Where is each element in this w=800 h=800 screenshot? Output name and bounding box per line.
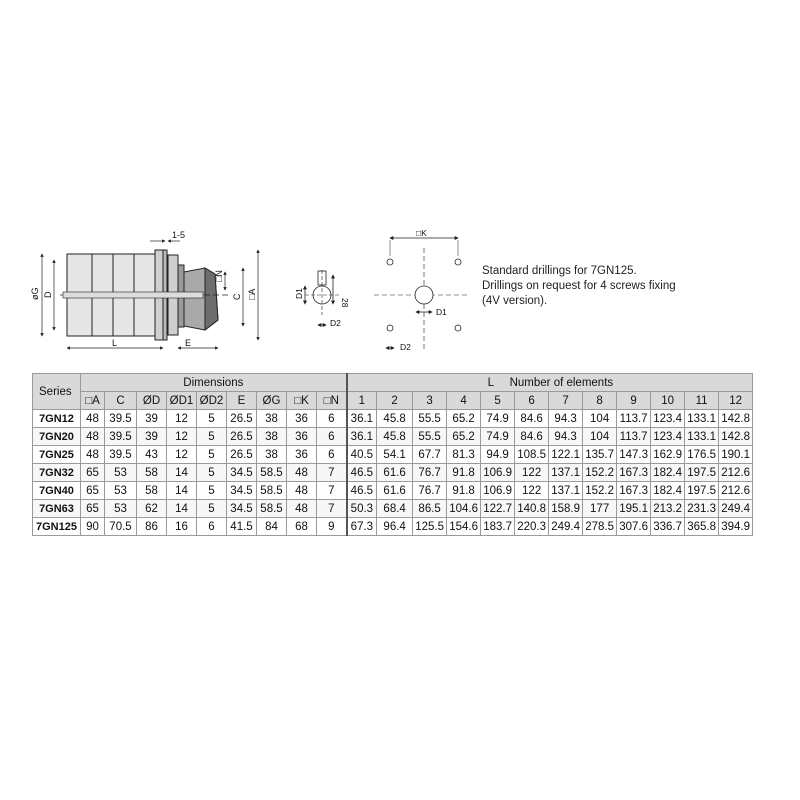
length-cell: 123.4	[651, 410, 685, 428]
dimension-cell: 5	[197, 428, 227, 446]
dimension-cell: 48	[81, 410, 105, 428]
length-cell: 133.1	[685, 410, 719, 428]
dimension-cell: 38	[257, 446, 287, 464]
length-cell: 36.1	[347, 428, 377, 446]
length-cell: 137.1	[549, 464, 583, 482]
length-cell: 182.4	[651, 464, 685, 482]
length-cell: 336.7	[651, 518, 685, 536]
length-cell: 122	[515, 482, 549, 500]
dimension-cell: 5	[197, 446, 227, 464]
table-row	[33, 500, 787, 518]
label-l: L	[112, 338, 118, 348]
length-cell: 106.9	[481, 482, 515, 500]
dimension-cell: 34.5	[227, 482, 257, 500]
dimension-cell: 16	[167, 518, 197, 536]
dimension-cell: 39.5	[105, 410, 137, 428]
dimension-cell: 48	[287, 500, 317, 518]
dimension-cell: 6	[317, 428, 347, 446]
length-cell: 213.2	[651, 500, 685, 518]
length-cell: 106.9	[481, 464, 515, 482]
length-cell: 122	[515, 464, 549, 482]
length-cell: 190.1	[719, 446, 753, 464]
table-row	[33, 518, 787, 536]
dimension-cell: 6	[197, 518, 227, 536]
length-cell: 158.9	[549, 500, 583, 518]
table-row	[33, 446, 787, 464]
dim-col-header: ØD1	[167, 392, 197, 410]
dimension-cell: 48	[287, 464, 317, 482]
length-cell: 94.9	[481, 446, 515, 464]
dim-col-header: ØD2	[197, 392, 227, 410]
dimension-cell: 26.5	[227, 446, 257, 464]
element-col-header: 11	[685, 392, 719, 410]
dimension-cell: 84	[257, 518, 287, 536]
length-cell: 137.1	[549, 482, 583, 500]
length-cell: 122.7	[481, 500, 515, 518]
dimension-cell: 34.5	[227, 500, 257, 518]
length-cell: 45.8	[377, 410, 413, 428]
length-cell: 231.3	[685, 500, 719, 518]
dimension-cell: 39.5	[105, 428, 137, 446]
dimension-cell: 7	[317, 482, 347, 500]
length-cell: 154.6	[447, 518, 481, 536]
length-cell: 94.3	[549, 428, 583, 446]
length-cell: 65.2	[447, 428, 481, 446]
length-cell: 197.5	[685, 464, 719, 482]
dimensions-table	[32, 373, 787, 536]
dimension-cell: 38	[257, 428, 287, 446]
table-row	[33, 410, 787, 428]
dimension-cell: 68	[287, 518, 317, 536]
dimension-cell: 70.5	[105, 518, 137, 536]
length-cell: 182.4	[651, 482, 685, 500]
dimension-cell: 39	[137, 428, 167, 446]
length-cell: 91.8	[447, 464, 481, 482]
drilling-note	[482, 264, 742, 309]
length-cell: 123.4	[651, 428, 685, 446]
dimension-cell: 58.5	[257, 464, 287, 482]
series-cell: 7GN20	[33, 428, 81, 446]
label-n: □N	[214, 270, 224, 282]
length-cell: 133.1	[685, 428, 719, 446]
dimension-cell: 53	[105, 482, 137, 500]
length-cell: 142.8	[719, 428, 753, 446]
label-panel-28: 28	[340, 298, 350, 308]
series-cell: 7GN12	[33, 410, 81, 428]
length-cell: 54.1	[377, 446, 413, 464]
length-cell: 55.5	[413, 428, 447, 446]
dimension-cell: 9	[317, 518, 347, 536]
length-cell: 220.3	[515, 518, 549, 536]
element-col-header: 1	[347, 392, 377, 410]
length-cell: 46.5	[347, 482, 377, 500]
element-col-header: 12	[719, 392, 753, 410]
length-cell: 50.3	[347, 500, 377, 518]
length-cell: 195.1	[617, 500, 651, 518]
length-cell: 91.8	[447, 482, 481, 500]
length-cell: 84.6	[515, 410, 549, 428]
dimension-cell: 5	[197, 482, 227, 500]
dim-col-header: □N	[317, 392, 347, 410]
note-line-1: Standard drillings for 7GN125.	[482, 265, 637, 277]
length-cell: 45.8	[377, 428, 413, 446]
length-cell: 135.7	[583, 446, 617, 464]
elements-header-l: L	[487, 376, 494, 389]
length-cell: 140.8	[515, 500, 549, 518]
length-cell: 86.5	[413, 500, 447, 518]
dimension-cell: 14	[167, 500, 197, 518]
element-col-header: 4	[447, 392, 481, 410]
length-cell: 36.1	[347, 410, 377, 428]
label-c: C	[232, 293, 242, 300]
length-cell: 167.3	[617, 482, 651, 500]
label-g: øG	[30, 287, 40, 300]
table-row	[33, 428, 787, 446]
series-header: Series	[33, 374, 81, 410]
length-cell: 365.8	[685, 518, 719, 536]
dimension-cell: 7	[317, 464, 347, 482]
table-row	[33, 482, 787, 500]
length-cell: 197.5	[685, 482, 719, 500]
elements-header	[347, 374, 753, 392]
dimension-cell: 48	[287, 482, 317, 500]
dimension-cell: 39.5	[105, 446, 137, 464]
dim-col-header: □K	[287, 392, 317, 410]
length-cell: 212.6	[719, 482, 753, 500]
length-cell: 152.2	[583, 482, 617, 500]
panel-cutout-drawing	[305, 270, 340, 325]
series-cell: 7GN25	[33, 446, 81, 464]
dimension-cell: 65	[81, 482, 105, 500]
dimension-cell: 58	[137, 482, 167, 500]
length-cell: 68.4	[377, 500, 413, 518]
element-col-header: 7	[549, 392, 583, 410]
length-cell: 108.5	[515, 446, 549, 464]
dimension-cell: 39	[137, 410, 167, 428]
length-cell: 65.2	[447, 410, 481, 428]
dimension-cell: 12	[167, 410, 197, 428]
length-cell: 125.5	[413, 518, 447, 536]
length-cell: 307.6	[617, 518, 651, 536]
label-d: D	[43, 291, 53, 298]
length-cell: 74.9	[481, 410, 515, 428]
dimension-cell: 7	[317, 500, 347, 518]
dimension-cell: 65	[81, 464, 105, 482]
length-cell: 122.1	[549, 446, 583, 464]
dimension-cell: 38	[257, 410, 287, 428]
series-cell: 7GN40	[33, 482, 81, 500]
length-cell: 61.6	[377, 464, 413, 482]
dimension-cell: 5	[197, 410, 227, 428]
length-cell: 177	[583, 500, 617, 518]
length-cell: 96.4	[377, 518, 413, 536]
dimension-cell: 5	[197, 464, 227, 482]
length-cell: 394.9	[719, 518, 753, 536]
length-cell: 94.3	[549, 410, 583, 428]
dimension-cell: 43	[137, 446, 167, 464]
dimension-cell: 12	[167, 428, 197, 446]
length-cell: 40.5	[347, 446, 377, 464]
dimension-cell: 62	[137, 500, 167, 518]
series-cell: 7GN125	[33, 518, 81, 536]
label-panel-d1: D1	[294, 288, 304, 299]
note-line-2: Drillings on request for 4 screws fixing	[482, 280, 676, 292]
dimension-cell: 53	[105, 500, 137, 518]
dimension-cell: 53	[105, 464, 137, 482]
dim-col-header: C	[105, 392, 137, 410]
dimension-cell: 34.5	[227, 464, 257, 482]
label-e: E	[185, 338, 192, 348]
series-cell: 7GN63	[33, 500, 81, 518]
dim-col-header: ØG	[257, 392, 287, 410]
length-cell: 142.8	[719, 410, 753, 428]
dimension-cell: 58.5	[257, 500, 287, 518]
element-col-header: 5	[481, 392, 515, 410]
length-cell: 249.4	[549, 518, 583, 536]
dimension-cell: 6	[317, 410, 347, 428]
table-row	[33, 464, 787, 482]
dim-col-header: □A	[81, 392, 105, 410]
dimension-cell: 58.5	[257, 482, 287, 500]
elements-header-text: Number of elements	[509, 376, 614, 389]
element-col-header: 3	[413, 392, 447, 410]
length-cell: 113.7	[617, 428, 651, 446]
length-cell: 147.3	[617, 446, 651, 464]
dimension-cell: 14	[167, 482, 197, 500]
length-cell: 249.4	[719, 500, 753, 518]
length-cell: 104.6	[447, 500, 481, 518]
label-gap: 1-5	[172, 230, 186, 240]
dimension-cell: 26.5	[227, 428, 257, 446]
dimension-cell: 58	[137, 464, 167, 482]
dimension-cell: 90	[81, 518, 105, 536]
table-header-row-2	[33, 392, 787, 410]
dimension-cell: 12	[167, 446, 197, 464]
length-cell: 104	[583, 428, 617, 446]
length-cell: 176.5	[685, 446, 719, 464]
dimension-cell: 6	[317, 446, 347, 464]
length-cell: 67.7	[413, 446, 447, 464]
element-col-header: 10	[651, 392, 685, 410]
length-cell: 162.9	[651, 446, 685, 464]
length-cell: 76.7	[413, 464, 447, 482]
series-cell: 7GN32	[33, 464, 81, 482]
dimension-cell: 86	[137, 518, 167, 536]
length-cell: 74.9	[481, 428, 515, 446]
length-cell: 167.3	[617, 464, 651, 482]
length-cell: 55.5	[413, 410, 447, 428]
length-cell: 81.3	[447, 446, 481, 464]
table-header-row-1	[33, 374, 787, 392]
dim-col-header: E	[227, 392, 257, 410]
length-cell: 212.6	[719, 464, 753, 482]
label-drill-d1: D1	[436, 307, 447, 317]
note-line-3: (4V version).	[482, 295, 548, 307]
length-cell: 84.6	[515, 428, 549, 446]
label-drill-d2: D2	[400, 342, 411, 352]
table-body	[33, 410, 787, 536]
dimension-cell: 36	[287, 410, 317, 428]
dimension-cell: 26.5	[227, 410, 257, 428]
dimension-cell: 41.5	[227, 518, 257, 536]
length-cell: 67.3	[347, 518, 377, 536]
element-col-header: 2	[377, 392, 413, 410]
dimension-cell: 36	[287, 446, 317, 464]
dimension-cell: 65	[81, 500, 105, 518]
length-cell: 104	[583, 410, 617, 428]
length-cell: 76.7	[413, 482, 447, 500]
dimensions-header: Dimensions	[81, 374, 347, 392]
switch-side-view	[60, 250, 230, 340]
dimension-cell: 36	[287, 428, 317, 446]
length-cell: 113.7	[617, 410, 651, 428]
label-panel-d2: D2	[330, 318, 341, 328]
drilling-pattern-drawing	[374, 238, 470, 350]
element-col-header: 9	[617, 392, 651, 410]
dimension-cell: 14	[167, 464, 197, 482]
label-drill-k: □K	[416, 228, 427, 238]
dimension-cell: 48	[81, 446, 105, 464]
dimension-cell: 48	[81, 428, 105, 446]
element-col-header: 6	[515, 392, 549, 410]
label-a: □A	[247, 288, 257, 300]
element-col-header: 8	[583, 392, 617, 410]
length-cell: 61.6	[377, 482, 413, 500]
dim-col-header: ØD	[137, 392, 167, 410]
length-cell: 152.2	[583, 464, 617, 482]
length-cell: 278.5	[583, 518, 617, 536]
dimension-cell: 5	[197, 500, 227, 518]
length-cell: 183.7	[481, 518, 515, 536]
length-cell: 46.5	[347, 464, 377, 482]
